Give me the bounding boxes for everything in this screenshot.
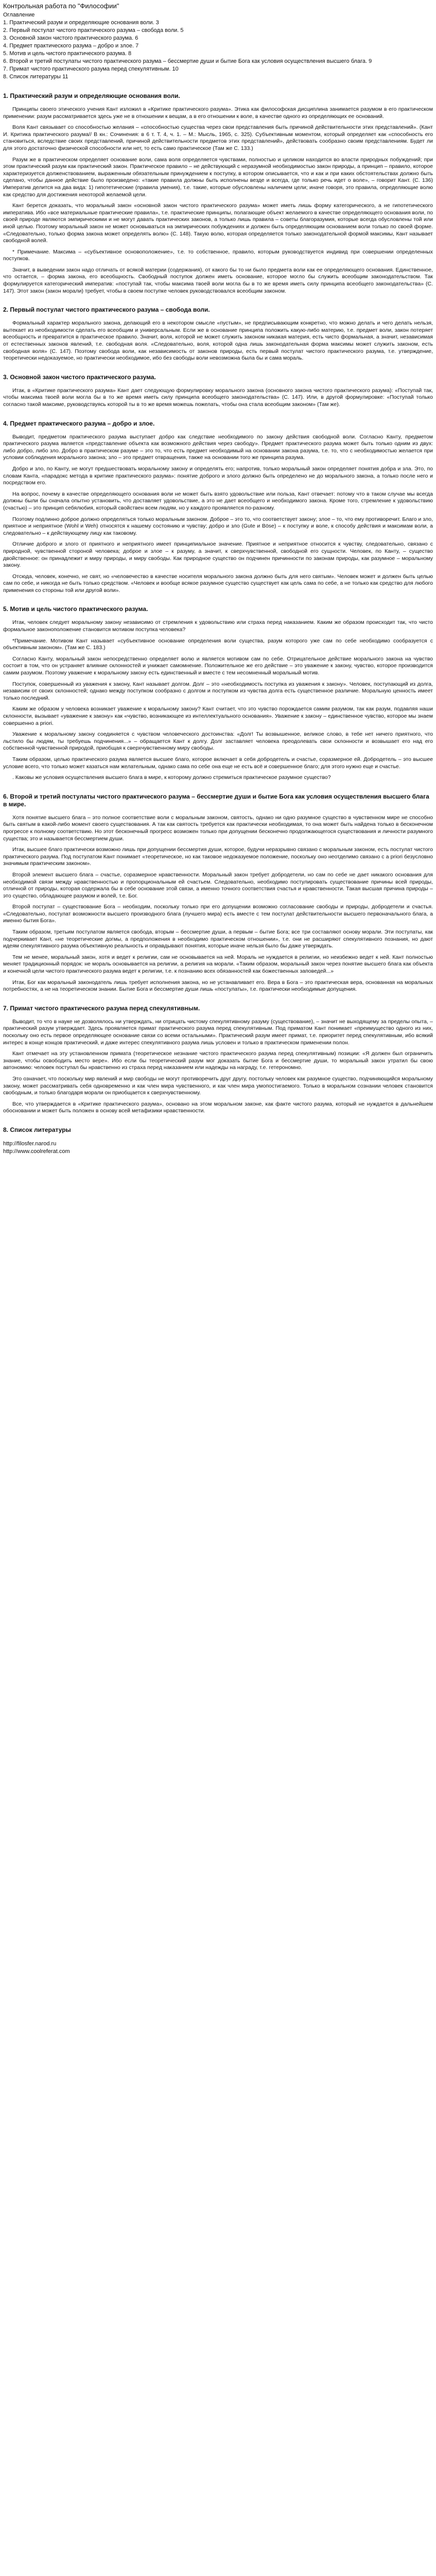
- paragraph: Итак, в «Критике практического разума» Кант дает следующую формулировку морального закона (основного закона чистого практического разума): «Поступай так, чтобы максима твоей воли могла бы в то же время иметь силу принципа всеобщего законодательства» (С. 147). Или, в другой формулировке: «Поступай только согласно такой максиме, руководствуясь которой ты в то же время можешь пожелать, чтобы она стала всеобщим законом» (Там же).: [3, 387, 433, 408]
- section-title: 1. Практический разум и определяющие основания воли.: [3, 92, 180, 99]
- paragraph: Выводит, предметом практического разума выступает добро как следствие необходимого по закону действия свободной воли. Согласно Канту, предметом практического разума является «представление объекта как возможного действия через свободу». Предмет практического разума может быть только одним из двух: либо добро, либо зло. Добро в практическом разуме – это то, что есть предмет необходимый на основании закона разума, т.е. то, что с необходимостью желается при условии соблюдения морального закона; зло – это предмет отвращения, также на основании того же принципа разума.: [3, 433, 433, 461]
- section: [3, 374, 433, 409]
- sections-container: [3, 92, 433, 1115]
- paragraph: Отличие доброго и злого от приятного и неприятного имеет принципиальное значение. Приятное и неприятное относится к чувству, следовательно, связано с природной, чувственной стороной человека; доброе и злое – к разуму, а значит, к сверхчувственной, свободной его сущности. Человек, по Канту, – существо двойственное: он принадлежит и миру природы, и миру свободы. Как природное существо он подчинен причинности по законам природы, как разумное – моральному закону.: [3, 541, 433, 569]
- references-list: [3, 1140, 433, 1156]
- section-title: 5. Мотив и цель чистого практического разума.: [3, 605, 148, 613]
- paragraph: *Примечание. Мотивом Кант называет «субъективное основание определения воли существа, разум которого уже сам по себе необходимо сообразуется с объективным законом». (Там же С. 183.): [3, 637, 433, 651]
- paragraph: Уважение к моральному закону соединяется с чувством человеческого достоинства: «Долг! Ты возвышенное, великое слово, в тебе нет ничего приятного, что льстило бы людям, ты требуешь подчинения...» – обращается Кант к долгу. Долг заставляет человека преодолевать свои склонности и возвышает его над его собственной чувственной природой, приобщая к сверхчувственному миру свободы.: [3, 731, 433, 752]
- toc-item[interactable]: 4. Предмет практического разума – добро и злое. 7: [3, 43, 139, 49]
- references-section: [3, 1126, 433, 1156]
- paragraph: . Каковы же условия осуществления высшего блага в мире, к которому должно стремиться практическое разумное существо?: [12, 774, 331, 781]
- toc-item[interactable]: 2. Первый постулат чистого практического разума – свобода воли. 5: [3, 27, 184, 33]
- paragraph: Второй элемент высшего блага – счастье, соразмерное нравственности. Моральный закон требует добродетели, но сам по себе не дает никакого основания для необходимой связи между нравственностью и пропорциональным ей счастьем. Следовательно, необходимо постулировать существование причины всей природы, отличной от природы, которая содержала бы в себе основание этой связи, а именно точного соответствия счастья и нравственности. Такая высшая причина природы – это существо, обладающее разумом и волей, т.е. Бог.: [3, 871, 433, 899]
- paragraph: Отсюда, человек, конечно, не свят, но «человечество в качестве носителя морального закона должно быть для него святым». Человек может и должен быть целью сам по себе, и никогда не быть только средством. «Человек и вообще всякое разумное существо существует как цель сама по себе, а не только как средство для любого применения со стороны той или другой воли».: [3, 573, 433, 594]
- toc-item[interactable]: 6. Второй и третий постулаты чистого практического разума – бессмертие души и бытие Бога как условия осуществления высшего блага. 9: [3, 58, 372, 64]
- toc-item[interactable]: 7. Примат чистого практического разума перед спекулятивным. 10: [3, 66, 179, 72]
- toc-item[interactable]: 8. Список литературы 11: [3, 74, 68, 80]
- section-title: 7. Примат чистого практического разума перед спекулятивным.: [3, 1004, 200, 1012]
- paragraph: Выводит, то что в науке не дозволялось ни утверждать, ни отрицать чистому спекулятивному разуму (существование), – значит не выходящему за пределы опыта, – практический разум утверждает. Здесь проявляется примат практического разума перед спекулятивным. Под приматом Кант понимает «преимущество одного из них, поскольку оно есть первое определяющее основание связи со всеми остальными». Практический разум имеет примат, т.е. приоритет перед спекулятивным, ибо всякий интерес в конце концов практический, и даже интерес спекулятивного разума лишь условен и только в практическом применении полон.: [3, 1018, 433, 1046]
- paragraph: Все, что утверждается в «Критике практического разума», основано на этом моральном законе, как факте чистого разума, который не нуждается в дальнейшем обосновании и может быть положен в основу всей метафизики нравственности.: [3, 1100, 433, 1114]
- section-title: 4. Предмет практического разума – добро и злое.: [3, 419, 155, 427]
- references-title: 8. Список литературы: [3, 1126, 71, 1133]
- toc-item[interactable]: 1. Практический разум и определяющие основания воли. 3: [3, 20, 159, 26]
- reference-link[interactable]: http://www.coolreferat.com: [3, 1148, 70, 1155]
- paragraph: Это означает, что поскольку мир явлений и мир свободы не могут противоречить друг другу, постольку человек как разумное существо, подчиняющийся моральному закону, может рассматривать себя одновременно и как член мира чувственного, и как член мира умопостигаемого. Только в моральном сознании человек становится свободным, и только благодаря морали он приобщается к сверхчувственному.: [3, 1075, 433, 1096]
- section-title: 6. Второй и третий постулаты чистого практического разума – бессмертие души и бытие Бога как условия осуществления высшего блага в мире.: [3, 792, 429, 808]
- document-body: [0, 0, 436, 1156]
- paragraph: Воля Кант связывает со способностью желания – «способностью существа через свои представления быть причиной действительности этих представлений». (Кант И. Критика практического разума// В кн.: Сочинения: в 6 т. Т. 4, ч. 1. – М.: Мысль, 1965, с. 325). Субъективным моментом, который определяет как «способность его становиться, вследствие своих представлений, причиной действительности предметов этих представлений», действовать сообразно своим представлениям. Будет ли для этого достаточно физической способности или нет, то есть само практическое (Там же С. 133.): [3, 124, 433, 151]
- paragraph: Разум же в практическом определяет основание воли, сама воля определяется чувствами, полностью и целиком находится во власти природных побуждений; при этом практический разум как практический закон. Практическое правило – не действующий с неразумной необходимостью закон природы, а принцип – правило, которое характеризуется долженствованием, выраженным обязательным принуждением к поступку, в котором описывается, что и как и при каких обстоятельствах должно быть сделано, чтобы данное действие было произведено: «такие правила должны быть исполнены везде и всегда, где только речь идет о воле», – говорит Кант. (С. 136) Императив делится на два вида: 1) гипотетические (правила умения), т.е. такие, которые обусловлены наличием цели; иначе говоря, это правила, определяющие волю как средство для достижения некоторой желаемой цели.: [3, 156, 433, 198]
- section: [3, 793, 433, 993]
- section-title: 3. Основной закон чистого практического разума.: [3, 373, 156, 381]
- paragraph: Таким образом, целью практического разума является высшее благо, которое включает в себя добродетель и счастье, соразмерное ей. Добродетель – это высшее условие всего, что только может казаться нам желательным, однако сама по себе она еще не есть всё и совершенное благо; для этого нужно еще и счастье.: [3, 756, 433, 770]
- document-title: Контрольная работа по "Философии": [3, 2, 119, 10]
- paragraph: Каким же образом у человека возникает уважение к моральному закону? Кант считает, что это чувство порождается самим разумом, так как разум, подавляя наши склонности, вызывает «уважение к закону» как «чувство, возникающее из интеллектуального основания». Уважение к закону – единственное чувство, которое мы знаем совершенно a priori.: [3, 706, 433, 726]
- paragraph: Добро и зло, по Канту, не могут предшествовать моральному закону и определять его; напротив, только моральный закон определяет понятия добра и зла. Это, по словам Канта, «парадокс метода в критике практического разума»: понятие доброго и злого должно быть определено не до морального закона, а только после него и посредством его.: [3, 465, 433, 486]
- section: [3, 420, 433, 595]
- paragraph: Поступок, совершенный из уважения к закону, Кант называет долгом. Долг – это «необходимость поступка из уважения к закону». Человек, поступающий из долга, независим от своих склонностей; однако между поступком сообразно с долгом и поступком из чувства долга есть существенное различие. Моральную ценность имеет только последний.: [3, 681, 433, 701]
- paragraph: Тем не менее, моральный закон, хотя и ведет к религии, сам не основывается на ней. Мораль не нуждается в религии, но неизбежно ведет к ней. Кант полностью меняет традиционный порядок: не мораль основывается на религии, а религия на морали. «Таким образом, моральный закон через понятие высшего блага как объекта и конечной цели чистого практического разума ведет к религии, т.е. к познанию всех обязанностей как божественных заповедей...»: [3, 954, 433, 975]
- paragraph: Согласно Канту, моральный закон непосредственно определяет волю и является мотивом сам по себе. Отрицательное действие морального закона на чувство состоит в том, что он устраняет влияние склонностей и унижает самомнение. Положительное же его действие – это уважение к закону, чувство, которое производится самим разумом. Поэтому уважение к моральному закону есть единственный и вместе с тем несомненный моральный мотив.: [3, 655, 433, 676]
- toc-heading: Оглавление: [3, 12, 35, 18]
- paragraph: Формальный характер морального закона, делающий его в некотором смысле «пустым», не предписывающим конкретно, что можно делать и чего делать нельзя, вытекает из необходимости сделать его всеобщим и универсальным. Если же в основание принципа положить какую-либо материю, т.е. предмет воли, закон потеряет всеобщность и превратится в практическое правило. Значит, воля, которой не может служить законом никакая материя, есть чисто формальная, а значит, независимая от естественных законов явлений, т.е. свободная воля. «Следовательно, воля, которой одна лишь законодательная форма максимы может служить законом, есть свободная воля» (С. 147). Поэтому свобода воли, как независимость от законов природы, есть первый постулат чистого практического разума, т.е. утверждение, теоретически недоказуемое, но практически необходимое, ибо без свободы воли невозможна была бы и сама мораль.: [3, 320, 433, 362]
- paragraph: Значит, в выведении закон надо отличать от всякой материи (содержания), от какого бы то ни было предмета воли как ее определяющего основания. Единственное, что остается, – форма закона, его всеобщность. Свободный поступок должен иметь основание, которое могло бы служить всеобщим законодательством. Так формулируется категорический императив: «поступай так, чтобы максима твоей воли могла бы в то же время иметь силу принципа всеобщего законодательства» (С. 147). Этот закон (закон морали) требует, чтобы в своем поступке человек руководствовался всеобщим законом.: [3, 266, 433, 294]
- toc-list: [3, 19, 433, 81]
- paragraph: Итак, высшее благо практически возможно лишь при допущении бессмертия души, которое, будучи неразрывно связано с моральным законом, есть постулат чистого практического разума. Под постулатом Кант понимает «теоретическое, но как таковое недоказуемое положение, поскольку оно неотделимо связано с a priori безусловно значимым практическим законом».: [3, 846, 433, 867]
- paragraph: Хотя понятие высшего блага – это полное соответствие воли с моральным законом, святость, однако ни одно разумное существо в чувственном мире не способно быть святым в какой-либо момент своего существования. А так как святость требуется как практически необходимая, то она может быть найдена только в бесконечном прогрессе к полному соответствию. Но этот бесконечный прогресс возможен только при допущении бесконечно продолжающегося существования и личности разумного существа; это и называется бессмертием души.: [3, 814, 433, 842]
- paragraph: Итак, Бог как моральный законодатель лишь требует исполнения закона, но не устанавливает его. Вера в Бога – это практическая вера, основанная на моральных потребностях, а не на теоретическом знании. Бытие Бога и бессмертие души лишь «постулаты», т.е. практически необходимые допущения.: [3, 979, 433, 993]
- section: [3, 605, 433, 781]
- paragraph: Кант отмечает на эту установленном примата (теоретическое незнание чистого практического разума перед спекулятивным) позиции: «Я должен был ограничить знание, чтобы освободить место вере». Ибо если бы теоретический разум мог доказать бытие Бога и бессмертие души, то моральный закон утратил бы свою автономию: человек поступал бы нравственно из страха перед наказанием или надежды на награду, т.е. гетерономно.: [3, 1050, 433, 1071]
- section: [3, 92, 433, 295]
- paragraph: Принципы своего этического учения Кант изложил в «Критике практического разума». Этика как философская дисциплина занимается разумом в его практическом применении: разум рассматривается здесь уже не в отношении к вещам, а в его отношении к воле, в качестве одного из определяющих ее оснований.: [3, 106, 433, 120]
- paragraph: * Примечание. Максима – «субъективное основоположение», т.е. то собственное, правило, которым руководствуется индивид при совершении определенных поступков.: [3, 248, 433, 262]
- toc-item[interactable]: 3. Основной закон чистого практического разума. 6: [3, 35, 138, 41]
- paragraph: Таким образом, третьим постулатом является свобода, вторым – бессмертие души, а первым – бытие Бога; все три составляют основу морали. Эти постулаты, как подчеркивает Кант, «не теоретические догмы, а предположения в необходимо практическом отношении», т.е. они не расширяют спекулятивного познания, но дают идеям спекулятивного разума объективную реальность и оправдывают понятия, которые иначе нельзя было бы даже утверждать.: [3, 929, 433, 950]
- section-title: 2. Первый постулат чистого практического разума – свобода воли.: [3, 306, 210, 314]
- paragraph: Итак, человек следует моральному закону независимо от стремления к удовольствию или страха перед наказанием. Каким же образом происходит так, что чисто формальное законоположение становится мотивом поступка человека?: [3, 619, 433, 633]
- paragraph: Второй постулат – существование Бога – необходим, поскольку только при его допущении возможно согласование свободы и природы, добродетели и счастья. «Следовательно, постулат возможности высшего производного блага (лучшего мира) есть вместе с тем постулат действительности высшего первоначального блага, а именно бытия Бога».: [3, 904, 433, 924]
- toc-item[interactable]: 5. Мотив и цель чистого практического разума. 8: [3, 50, 132, 57]
- reference-link[interactable]: http://filosfer.narod.ru: [3, 1140, 57, 1147]
- paragraph: Поэтому подлинно доброе должно определяться только моральным законом. Доброе – это то, что соответствует закону; злое – то, что ему противоречит. Благо и зло, приятное и неприятное (Wohl и Weh) относятся к нашему состоянию и чувству; добро и зло (Gute и Böse) – к поступку и воле, к способу действия и максимам воли, а следовательно – к действующему лицу как таковому.: [3, 516, 433, 536]
- table-of-contents: [3, 11, 433, 81]
- paragraph: Кант берется доказать, что моральный закон «основной закон чистого практического разума» может иметь лишь форму категорического, а не гипотетического императива. Ибо «все материальные практические правила», т.е. практические принципы, полагающие объект желаемого в качестве определяющего основания воли, по своей природе являются эмпирическими и не могут давать практических законов, а только лишь правила – советы благоразумия, которые всегда обусловлены той или иной целью. Поэтому моральный закон не может основываться на эмпирических побуждениях и должен быть определяющим основанием воли только по своей форме. «Следовательно, только форма закона может определять волю» (С. 148). Такую волю, которая определяется только законодательной формой максимы, Кант называет свободной волей.: [3, 202, 433, 244]
- section: [3, 1005, 433, 1115]
- section: [3, 306, 433, 362]
- paragraph: На вопрос, почему в качестве определяющего основания воли не может быть взято удовольствие или польза, Кант отвечает: потому что в таком случае мы всегда должны были бы сначала опытно установить, что доставляет удовольствие, а это не дает всеобщего и необходимого закона. Кроме того, стремление к удовольствию (счастью) – это принцип себялюбия, который свойствен всем людям, но у каждого проявляется по-разному.: [3, 490, 433, 511]
